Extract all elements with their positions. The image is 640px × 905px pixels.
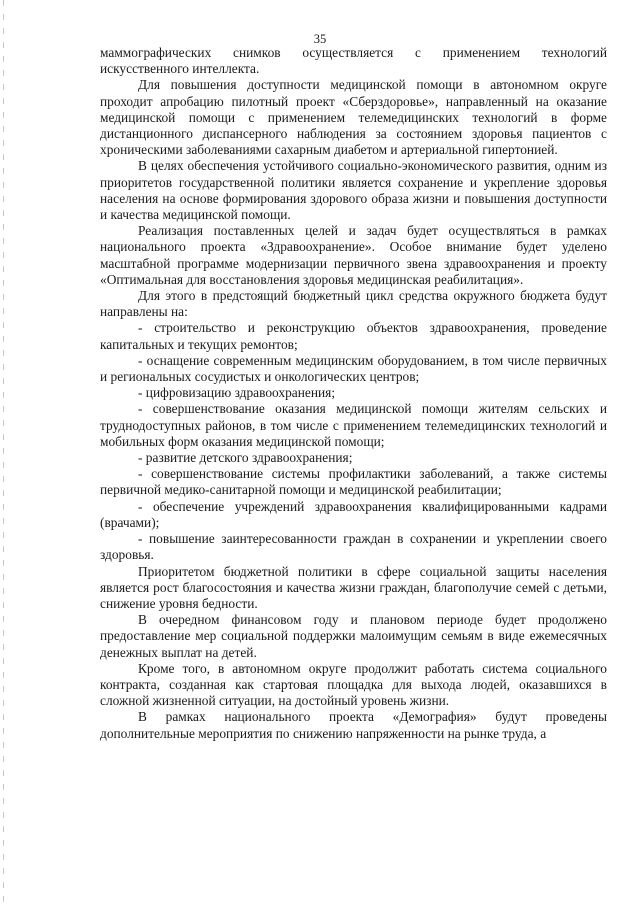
paragraph-family-support: В очередном финансовом году и плановом периоде будет продолжено предоставление мер социальной поддержки малоимущим семьям в виде ежемесячных денежных выплат на детей. xyxy=(100,612,607,660)
paragraph-continuation: маммографических снимков осуществляется с применением технологий искусственного интеллекта. xyxy=(100,45,607,77)
body-text xyxy=(100,45,607,742)
paragraph-social-contract: Кроме того, в автономном округе продолжит работать система социального контракта, созданная как стартовая площадка для выхода людей, оказавшихся в сложной жизненной ситуации, на достойный уровень жизни. xyxy=(100,660,607,709)
list-item-digitalization: - цифровизацию здравоохранения; xyxy=(138,385,336,401)
list-item-motivation: - повышение заинтересованности граждан в сохранении и укреплении своего здоровья. xyxy=(100,531,607,563)
list-item-staffing: - обеспечение учреждений здравоохранения квалифицированными кадрами (врачами); xyxy=(100,498,607,530)
list-item-equipment: - оснащение современным медицинским оборудованием, в том числе первичных и региональных сосудистых и онкологических центров; xyxy=(100,352,607,385)
paragraph-sberzdorovye: Для повышения доступности медицинской помощи в автономном округе проходит апробацию пилотный проект «Сберздоровье», направленный на оказание медицинской помощи с применением телемедицинских технологий в форме дистанционного диспансерного наблюдения за состоянием здоровья пациентов с хроническими заболеваниями сахарным диабетом и артериальной гипертонией. xyxy=(100,77,607,158)
list-item-rural-care: - совершенствование оказания медицинской помощи жителям сельских и труднодоступных районов, в том числе с применением телемедицинских технологий и мобильных форм оказания медицинской помощи; xyxy=(100,401,607,449)
paragraph-budget-intro: Для этого в предстоящий бюджетный цикл средства окружного бюджета будут направлены на: xyxy=(100,288,607,320)
scan-left-edge xyxy=(3,0,4,905)
paragraph-demography: В рамках национального проекта «Демография» будут проведены дополнительные мероприятия по снижению напряженности на рынке труда, а xyxy=(100,709,607,741)
list-item-childrens-health: - развитие детского здравоохранения; xyxy=(138,450,353,466)
list-item-construction: - строительство и реконструкцию объектов здравоохранения, проведение капитальных и текущих ремонтов; xyxy=(100,320,607,352)
paragraph-national-project: Реализация поставленных целей и задач будет осуществляться в рамках национального проекта «Здравоохранение». Особое внимание будет уделено масштабной программе модернизации первичного звена здравоохранения и проекту «Оптимальная для восстановления здоровья медицинская реабилитация». xyxy=(100,223,607,287)
paragraph-social-policy: Приоритетом бюджетной политики в сфере социальной защиты населения является рост благосостояния и качества жизни граждан, благополучие семей с детьми, снижение уровня бедности. xyxy=(100,563,607,611)
paragraph-health-priority: В целях обеспечения устойчивого социально-экономического развития, одним из приоритетов государственной политики является сохранение и укрепление здоровья населения на основе формирования здорового образа жизни и повышения доступности и качества медицинской помощи. xyxy=(100,158,607,223)
list-item-prevention: - совершенствование системы профилактики заболеваний, а также системы первичной медико-санитарной помощи и медицинской реабилитации; xyxy=(100,466,607,498)
page-number: 35 xyxy=(313,32,327,46)
